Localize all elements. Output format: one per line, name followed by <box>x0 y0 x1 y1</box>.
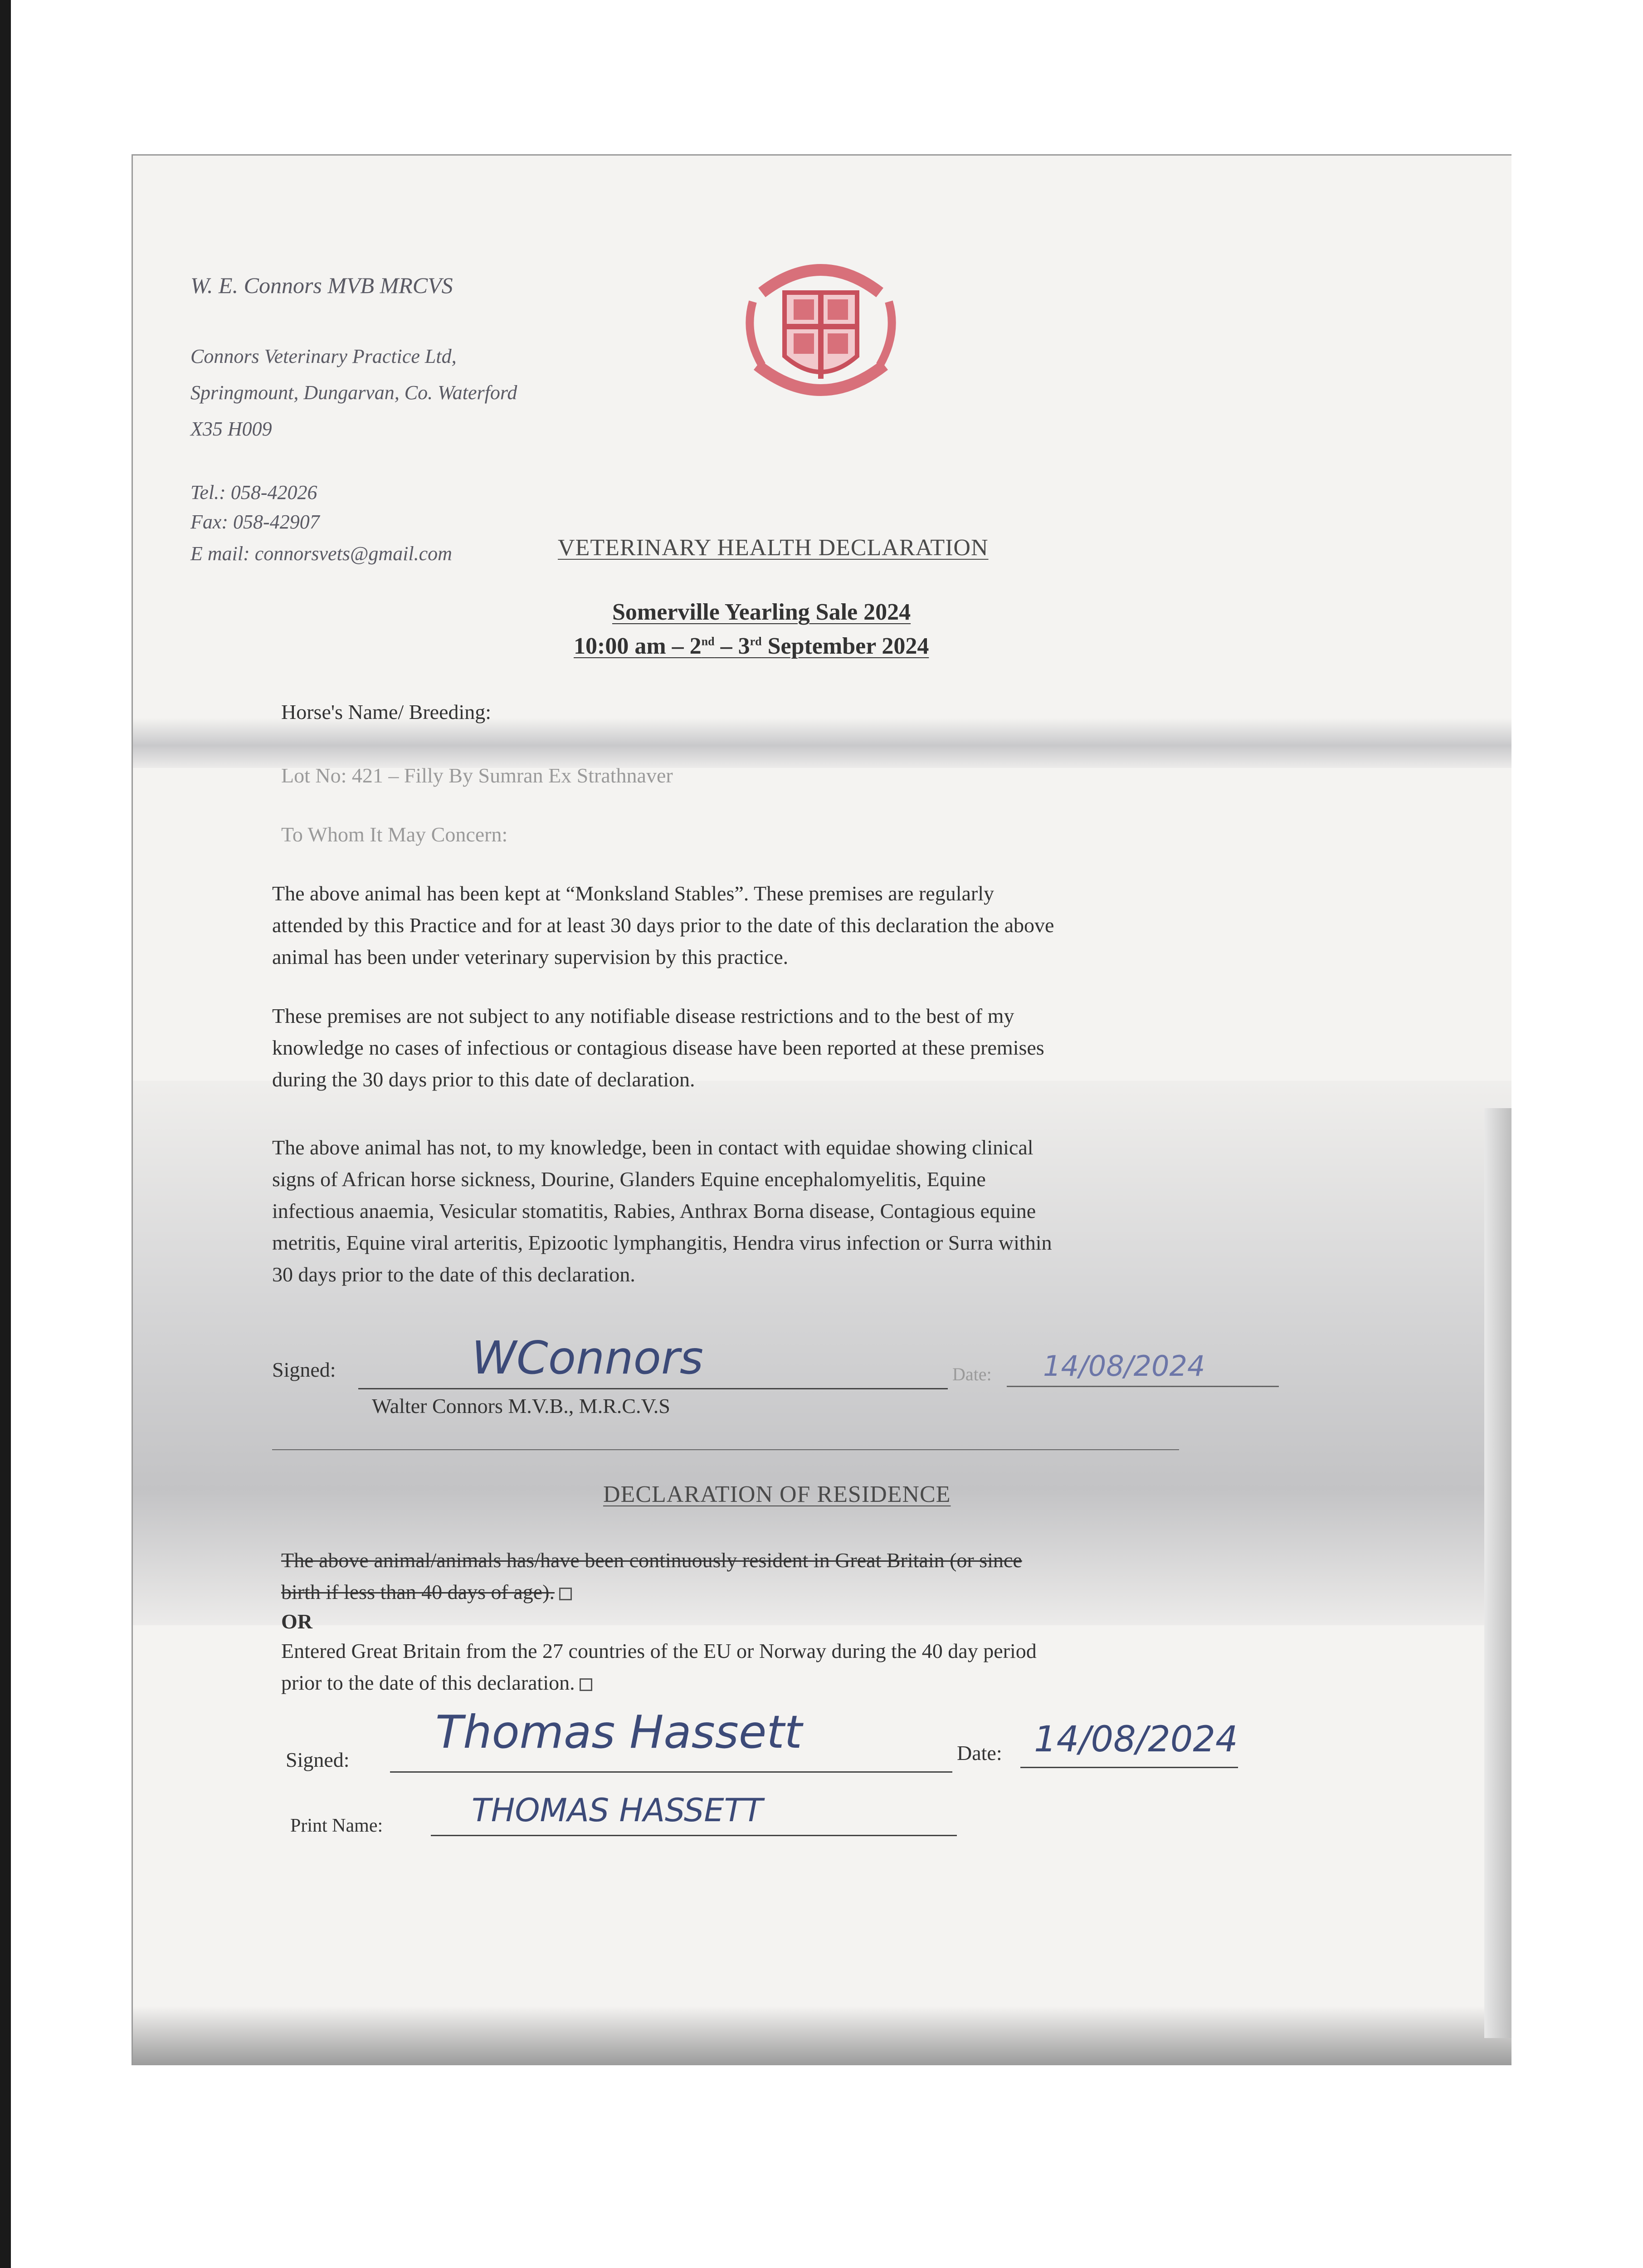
scan-left-border <box>0 0 11 2268</box>
paragraph-3-line-3: infectious anaemia, Vesicular stomatitis, Rabies, Anthrax Borna disease, Contagious equine <box>272 1199 1036 1222</box>
residence-option-2-line-2: prior to the date of this declaration. <box>281 1667 592 1699</box>
checkbox-option-2[interactable] <box>580 1678 592 1691</box>
paragraph-1-line-3: animal has been under veterinary supervision by this practice. <box>272 945 789 968</box>
owner-date-label: Date: <box>957 1741 1002 1765</box>
print-name: THOMAS HASSETT <box>472 1792 763 1829</box>
owner-signature: Thomas Hassett <box>435 1706 802 1759</box>
document-title: VETERINARY HEALTH DECLARATION <box>558 535 989 561</box>
paragraph-3-line-2: signs of African horse sickness, Dourine, Glanders Equine encephalomyelitis, Equine <box>272 1168 986 1191</box>
paragraph-1-line-1: The above animal has been kept at “Monksland Stables”. These premises are regularly <box>272 882 994 905</box>
vet-date: 14/08/2024 <box>1043 1349 1205 1383</box>
salutation: To Whom It May Concern: <box>281 823 508 846</box>
document-page <box>132 154 1511 2065</box>
print-name-line <box>431 1835 957 1836</box>
owner-signature-line <box>390 1771 952 1773</box>
owner-date-line <box>1020 1767 1238 1768</box>
paragraph-1-line-2: attended by this Practice and for at least 30 days prior to the date of this declaration the above <box>272 914 1054 937</box>
checkbox-option-1[interactable] <box>559 1588 572 1600</box>
paragraph-2-line-1: These premises are not subject to any notifiable disease restrictions and to the best of my <box>272 1004 1014 1027</box>
practice-name: Connors Veterinary Practice Ltd, <box>190 345 457 367</box>
print-name-label: Print Name: <box>290 1815 383 1836</box>
vet-printed-name: Walter Connors M.V.B., M.R.C.V.S <box>372 1394 670 1418</box>
paragraph-3-line-5: 30 days prior to the date of this declaration. <box>272 1263 635 1286</box>
practice-address: Springmount, Dungarvan, Co. Waterford <box>190 381 517 404</box>
sale-dates: 10:00 am – 2nd – 3rd September 2024 <box>574 633 929 659</box>
scan-right-shadow <box>1484 1108 1511 2038</box>
owner-signed-label: Signed: <box>286 1748 350 1771</box>
horse-name-label: Horse's Name/ Breeding: <box>281 700 492 723</box>
vet-date-label: Date: <box>952 1364 992 1384</box>
practice-fax: Fax: 058-42907 <box>190 511 320 533</box>
sale-name: Somerville Yearling Sale 2024 <box>612 599 911 625</box>
residence-or: OR <box>281 1610 312 1633</box>
scan-bottom-shadow <box>133 2006 1511 2065</box>
vet-date-line <box>1007 1386 1279 1387</box>
vet-signature-line <box>358 1388 948 1389</box>
residence-title: DECLARATION OF RESIDENCE <box>603 1481 951 1507</box>
section-divider <box>272 1449 1179 1450</box>
residence-option-1-line-2: birth if less than 40 days of age). <box>281 1576 572 1608</box>
paragraph-2-line-3: during the 30 days prior to this date of declaration. <box>272 1068 695 1091</box>
practice-eircode: X35 H009 <box>190 418 272 440</box>
lot-number: Lot No: 421 – Filly By Sumran Ex Strathnaver <box>281 764 673 787</box>
paragraph-3-line-4: metritis, Equine viral arteritis, Epizootic lymphangitis, Hendra virus infection or Surra within <box>272 1231 1052 1254</box>
vet-signature: WConnors <box>472 1331 704 1384</box>
practice-tel: Tel.: 058-42026 <box>190 481 317 503</box>
residence-option-1-line-1: The above animal/animals has/have been continuously resident in Great Britain (or since <box>281 1549 1022 1572</box>
paragraph-2-line-2: knowledge no cases of infectious or contagious disease have been reported at these premises <box>272 1036 1044 1059</box>
practice-email: E mail: connorsvets@gmail.com <box>190 543 452 565</box>
vet-name: W. E. Connors MVB MRCVS <box>190 273 453 298</box>
residence-option-2-line-1: Entered Great Britain from the 27 countries of the EU or Norway during the 40 day period <box>281 1639 1037 1662</box>
practice-crest-logo <box>735 252 907 411</box>
vet-signed-label: Signed: <box>272 1358 336 1381</box>
paragraph-3-line-1: The above animal has not, to my knowledge, been in contact with equidae showing clinical <box>272 1136 1034 1159</box>
owner-date: 14/08/2024 <box>1034 1719 1238 1760</box>
